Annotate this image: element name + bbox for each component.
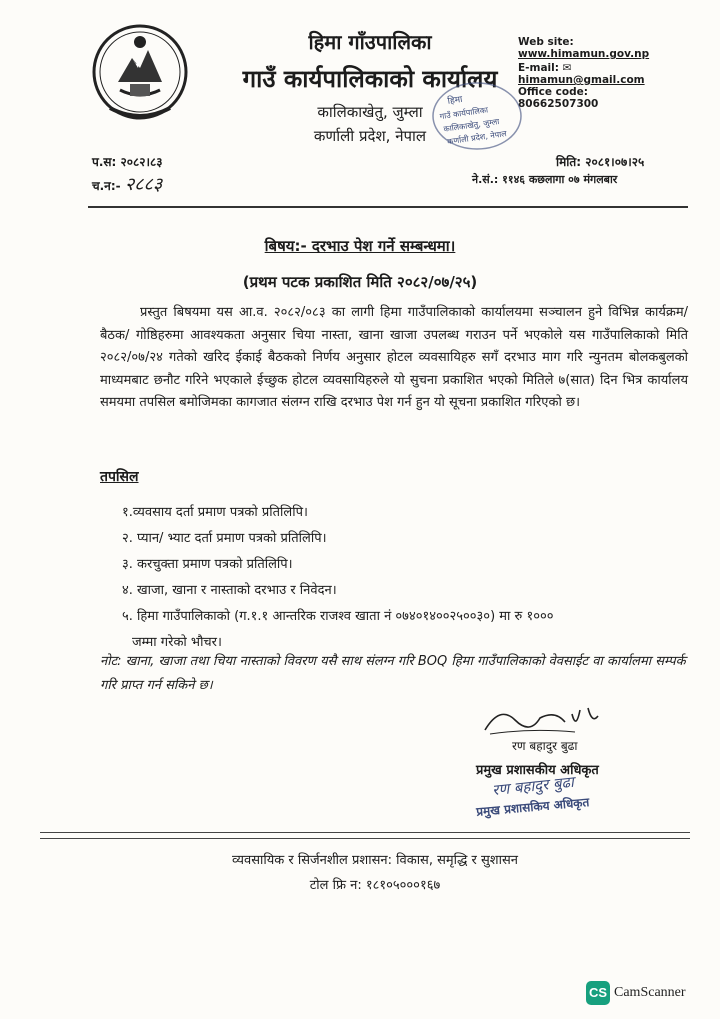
notice-body-text: प्रस्तुत बिषयमा यस आ.व. २०८२/०८३ का लागी हिमा गाउँपालिकाको कार्यालयमा सञ्चालन हुने विभिन्न कार्यक्रम/ बैठक/ गोष्ठिहरुमा आवश्यकता अनुसार चिया नास्ता, खाना खाजा उपलब्ध गराउन पर्ने भएकोले यस गाउँपालिकाको मिति २०८२/०७/२४ गतेको खरिद ईकाई बैठकको निर्णय अनुसार होटल व्यवसायिहरु सगँ दरभाउ माग गरि न्युनतम बोलकबुलको माध्यमबाट छनौट गरिने भएकाले ईच्छुक होटल व्यवसायिहरुले यो सुचना प्रकाशित भएको मितिले ७(सात) दिन भित्र कार्यालय समयमा तपसिल बमोजिमका कागजात संलग्न राखि दरभाउ पेश गर्न हुन यो सूचना प्रकाशित गरिएको छ। [100,305,688,410]
office-stamp [430,80,525,152]
stamp-line-2: गाउँ कार्यपालिका [439,105,489,122]
handwritten-signature [480,700,610,740]
email-label: E-mail: [518,62,559,74]
list-item: ४. खाजा, खाना र नास्ताको दरभाउ र निवेदन। [122,583,337,598]
website-line [518,36,660,60]
date-value: २०८१।०७।२५ [585,155,645,169]
list-item: १.व्यवसाय दर्ता प्रमाण पत्रको प्रतिलिपि। [122,505,308,520]
subject-text: बिषय:- दरभाउ पेश गर्ने सम्बन्धमा। [264,237,456,255]
chalani-number [92,172,162,196]
published-date: (प्रथम पटक प्रकाशित मिति २०८२/०७/२५) [242,273,478,291]
patra-sankhya-value: २०८२।८३ [120,155,163,169]
envelope-icon: ✉ [562,62,572,74]
notice-body [100,302,688,415]
office-code-label: Office code: [518,86,588,98]
nepal-samvat-date: ने.सं.: ११४६ कछलागा ०७ मंगलबार [472,173,618,186]
stamp-line-1: हिमा [447,94,464,107]
patra-sankhya [92,153,162,170]
website-link[interactable]: www.himamun.gov.np [518,48,650,60]
list-item: २. प्यान/ भ्याट दर्ता प्रमाण पत्रको प्रतिलिपि। [122,531,327,546]
office-name: हिमा गाँउपालिका [308,30,432,54]
stamp-line-3: कालिकाखेतु, जुम्ला [442,117,500,134]
chalani-label: च.न:- [92,179,121,193]
chalani-value: २८८३ [124,174,163,195]
footer-motto: व्यवसायिक र सिर्जनशील प्रशासन: विकास, समृद्धि र सुशासन [231,853,519,868]
email-link[interactable]: himamun@gmail.com [518,74,645,86]
camscanner-label: CamScanner [614,985,686,1000]
address-line-2: कर्णाली प्रदेश, नेपाल [313,127,427,145]
letter-date [556,153,644,170]
website-label: Web site: [518,36,574,48]
footer-divider-1 [40,832,690,833]
tapasil-heading: तपसिल [100,469,139,485]
footer-divider-2 [40,838,690,839]
list-item: ५. हिमा गाउँपालिकाको (ग.१.१ आन्तरिक राजश्व खाता नं ०७४०१४००२५००३०) मा रु १००० [122,609,554,624]
signature-stamp-name: रण बहादुर बुढा [491,772,575,800]
list-item: ३. करचुक्ता प्रमाण पत्रको प्रतिलिपि। [122,557,293,572]
signatory-name: रण बहादुर बुढा [512,739,578,753]
stamp-line-4: कर्णाली प्रदेश, नेपाल [446,129,508,147]
signatory-title: प्रमुख प्रशासकीय अधिकृत [476,763,599,778]
signature-stamp-title: प्रमुख प्रशासकिय अधिकृत [475,795,590,819]
email-line [518,62,660,86]
camscanner-logo-icon: CS [586,981,610,1005]
list-item-continuation: जम्मा गरेको भौचर। [132,635,222,650]
subject-line [0,236,720,256]
office-code-line [518,86,660,110]
note-text: नोट: खाना, खाजा तथा चिया नास्ताको विवरण यसै साथ संलग्न गरि BOQ हिमा गाउँपालिकाको वेवसाईट वा कार्यालमा सम्पर्क गरि प्राप्त गर्न सकिने छ। [100,654,686,693]
header-divider [88,206,688,208]
date-label: मिति: [556,155,582,169]
office-subtitle: गाउँ कार्यपालिकाको कार्यालय [242,65,498,93]
requirements-list [122,500,554,656]
office-code-value: 80662507300 [518,98,599,110]
patra-sankhya-label: प.स: [92,155,117,169]
footer-tollfree: टोल फ्रि न: १८१०५०००१६७ [309,878,441,893]
address-line-1: कालिकाखेतु, जुम्ला [317,103,423,121]
